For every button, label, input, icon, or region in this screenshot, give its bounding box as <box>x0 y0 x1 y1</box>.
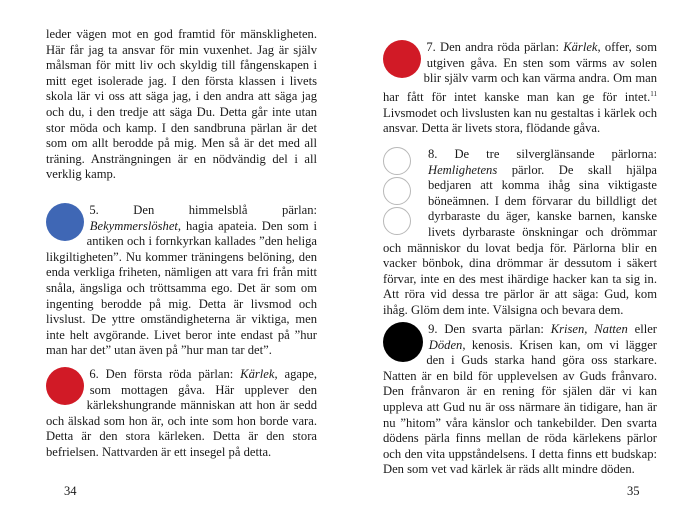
section-8-paragraph <box>383 147 657 319</box>
section-7-number: 7. Den andra röda pärlan: <box>426 40 564 54</box>
section-8-text: pärlor. De skall hjälpa bedjaren att komma ihåg sina viktigaste böneämnen. I dem förvarar du billdligt det dyrbaraste du äger, kanske barnen, kanske livets dyrbaraste önskningar och drömmar och människor du lovat bedja för. Pärlorna blir en vacker bönbok, dina drömmar är dessutom i säkert förvar, inte en des mest ihärdige hacker kan ta sig in. Att röra vid dessa tre pärlor är att säga: Gud, kom ihåg. Glöm dem inte. Välsigna och bevara dem. <box>383 162 657 317</box>
section-9-mid: eller <box>627 322 657 336</box>
section-7-text-a: , offer, som utgiven gåva. En sten som värms av solen blir själv varm och kan värma andra. Om man har fått för intet kanske man kan ge för intet. <box>383 40 657 104</box>
silver-pearl-icon <box>383 177 411 205</box>
section-6-name: Kärlek <box>240 367 275 381</box>
red-pearl-icon <box>383 40 421 78</box>
section-7-name: Kärlek <box>563 40 598 54</box>
intro-paragraph: leder vägen mot en god framtid för mänskligheten. Här får jag ta ansvar för min vuxenhet. Jag är själv målsman för mitt liv och skyldig till fångenskapen i mitt eget isolerade jag. I den första klassen i livets skola lär vi oss att säga jag, i den andra att säga jag och du, i den tredje att säga Du. Detta går inte utan stor möda och kamp. I den sandbruna pärlan är det som om allt berodde på mig. Men så är det med all träning. Ansträngningen är en nödvändig del i all verklig kamp. <box>46 27 317 182</box>
section-9-text: , kenosis. Krisen kan, om vi lägger den i Guds starka hand göra oss starkare. Natten är en bild för upplevelsen av Guds frånvaro. Den frånvaron är en rening för själen där vi kan uppleva att Gud nu är oss närmare än tidigare, han är nu ”hitom” våra känslor och tankebilder. Den svarta dödens pärla finns mellan de röda kärlekens pärlor och den vita uppståndelsens. I detta finns ett budskap: Den som vet vad kärlek är räds allt mindre döden. <box>383 337 657 477</box>
section-9-name: Krisen, Natten <box>550 322 628 336</box>
section-9-paragraph <box>383 322 657 478</box>
section-5-number: 5. Den himmelsblå pärlan: <box>89 203 317 217</box>
page-number-right: 35 <box>627 484 640 498</box>
section-6-text: , agape, som mottagen gåva. Här upplever den kärlekshungrande människan att hon är sedd och älskad som hon är, och inte som hon borde vara. Detta är den stora kärleken. Detta är den stora befrielsen. Nattvarden är ett insegel på detta. <box>46 367 317 459</box>
section-7-paragraph <box>383 40 657 137</box>
section-5-paragraph <box>46 203 317 359</box>
black-pearl-icon <box>383 322 423 362</box>
footnote-marker: 11 <box>650 89 657 98</box>
section-5-name: Bekymmerslöshet <box>89 218 178 233</box>
section-9-name2: Döden <box>428 337 463 352</box>
section-9-number: 9. Den svarta pärlan: <box>428 322 551 336</box>
silver-pearl-icon <box>383 147 411 175</box>
section-7-text-b: Livsmodet och livslusten kan nu gestaltas i kärlek och ansvar. Detta är livets stora, flödande gåva. <box>383 105 657 136</box>
right-page <box>350 0 700 525</box>
section-6-number: 6. Den första röda pärlan: <box>89 367 241 381</box>
section-6-paragraph <box>46 367 317 461</box>
silver-pearls <box>383 147 421 237</box>
red-pearl-icon <box>46 367 84 405</box>
page-number-left: 34 <box>64 484 77 498</box>
silver-pearl-icon <box>383 207 411 235</box>
blue-pearl-icon <box>46 203 84 241</box>
section-8-number: 8. De tre silverglänsande pärlorna: <box>428 147 657 161</box>
section-8-name: Hemlighetens <box>428 162 498 177</box>
section-5-text: , hagia apateia. Den som i antiken och i fornkyrkan kallades ”den heliga likgiltigheten”. Nu kommer träningens belöning, den enda verkliga friheten, nämligen att vara fri från mitt snåla, ängsliga och tröttsamma ego. Det är som om ingenting berodde på mig. Detta är livsmod och livslust. De yttre omständigheterna är viktiga, men inte helt avgörande. Livet beror inte endast på ”hur man har det” utan även på ”hur man tar det”. <box>46 218 317 358</box>
